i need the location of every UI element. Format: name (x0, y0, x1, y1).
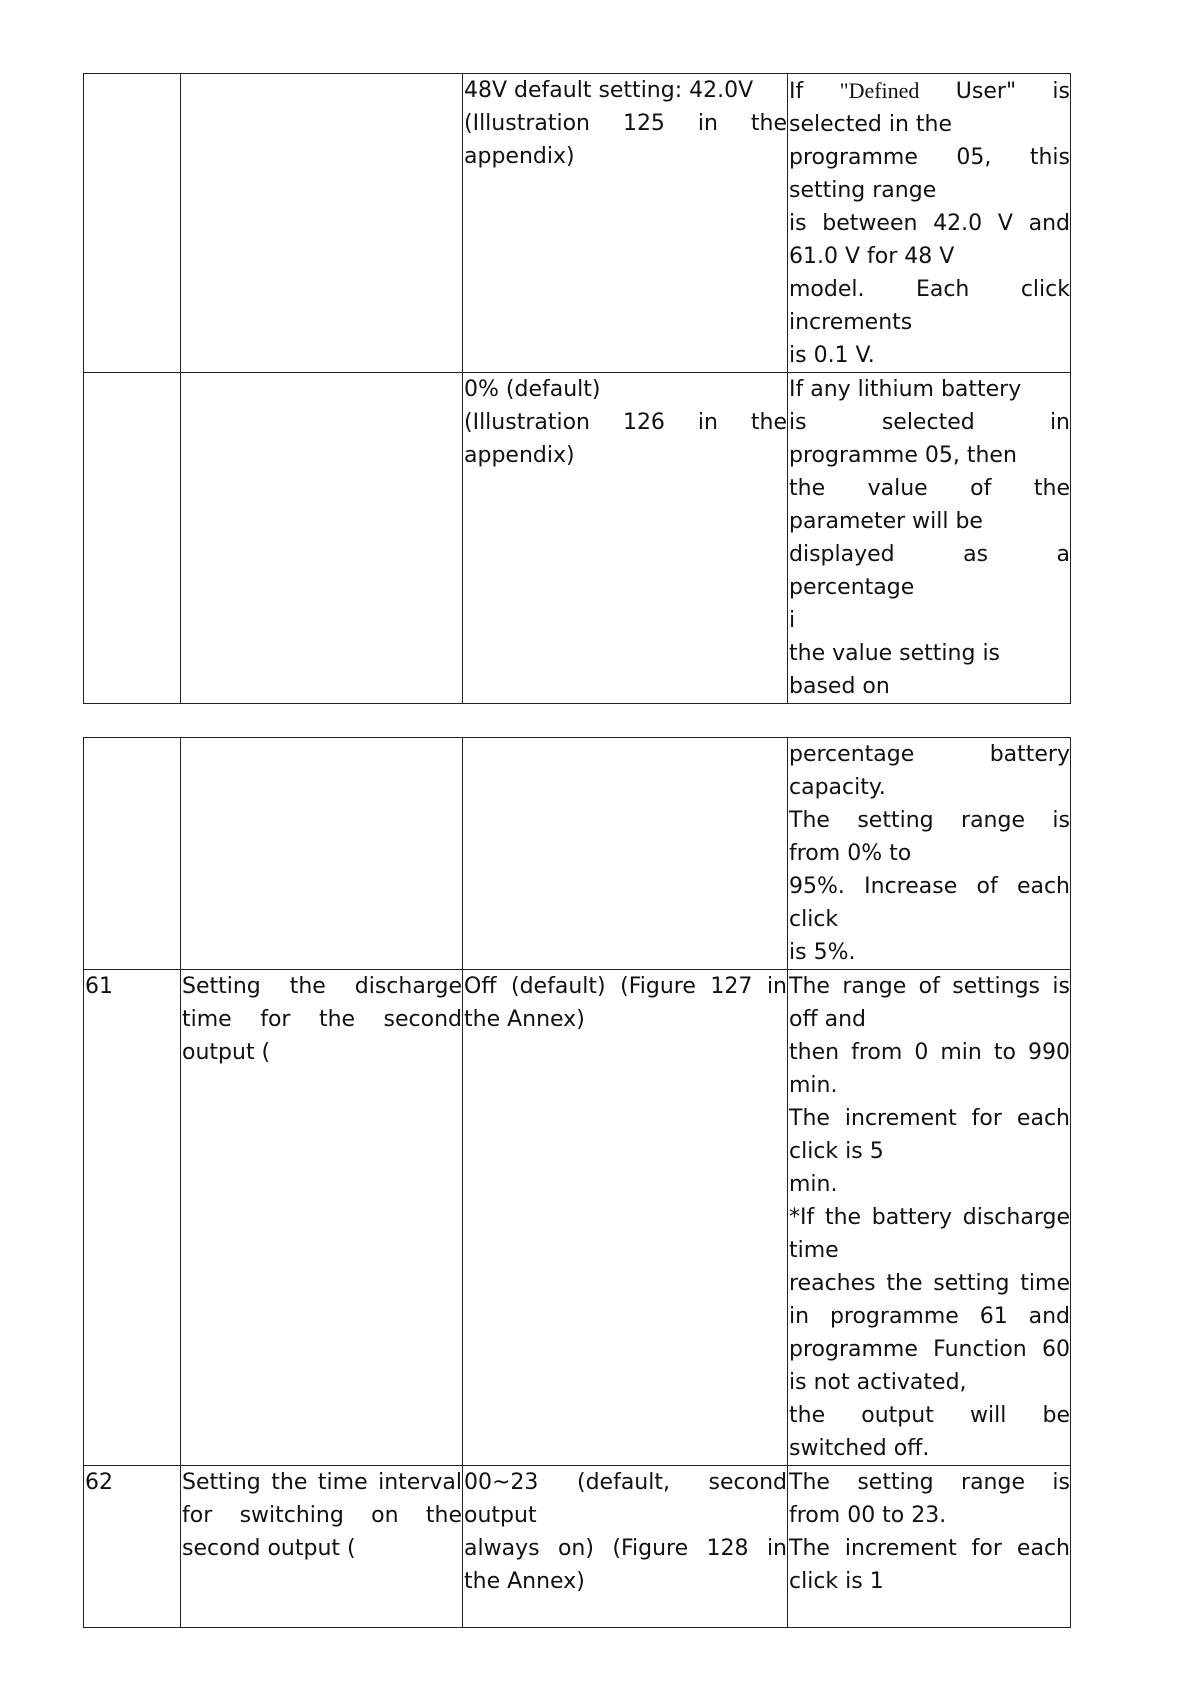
cell-line: If any lithium battery (789, 377, 1022, 402)
cell-line: programme 05, then (789, 443, 1017, 468)
cell-line: time (789, 1238, 839, 1263)
cell-line: 00~23 (default, second (464, 1470, 787, 1495)
cell-line: The setting range is (789, 808, 1070, 833)
cell-line: model. Each click (789, 277, 1070, 302)
description-cell (181, 1466, 463, 1628)
cell-line: click is 5 (789, 1139, 884, 1164)
cell-line: time for the second (182, 1007, 462, 1032)
cell-line: Off (default) (Figure 127 in (464, 974, 787, 999)
cell-line: *If the battery discharge (789, 1205, 1070, 1230)
program-number-cell (84, 373, 181, 704)
cell-line: second output ( (182, 1536, 356, 1561)
program-number-cell (84, 738, 181, 970)
cell-line (789, 74, 1070, 108)
cell-line: percentage battery (789, 742, 1070, 767)
cell-line: click is 1 (789, 1569, 884, 1594)
settings-table-bottom (83, 737, 1071, 1628)
cell-line: percentage (789, 575, 915, 600)
cell-line: min. (789, 1172, 838, 1197)
table-row (84, 1466, 1071, 1628)
program-number-cell: 61 (84, 970, 181, 1466)
note-cell (788, 970, 1071, 1466)
cell-line: based on (789, 674, 890, 699)
setting-option-cell (463, 373, 788, 704)
cell-word: "Defined (839, 78, 920, 103)
cell-word: If (789, 79, 804, 104)
cell-word: is (1052, 79, 1070, 104)
cell-line: in programme 61 and (789, 1304, 1070, 1329)
cell-line: 61.0 V for 48 V (789, 244, 955, 269)
table-row (84, 738, 1071, 970)
cell-line: is not activated, (789, 1370, 967, 1395)
cell-line: is 5%. (789, 940, 856, 965)
cell-line: (Illustration 126 in the (464, 410, 787, 435)
note-cell (788, 74, 1071, 373)
note-cell (788, 373, 1071, 704)
cell-line: the value setting is (789, 641, 1001, 666)
cell-line: increments (789, 310, 913, 335)
cell-line: min. (789, 1073, 838, 1098)
cell-line: programme Function 60 (789, 1337, 1070, 1362)
cell-line: is selected in (789, 410, 1070, 435)
description-cell (181, 970, 463, 1466)
cell-line: the output will be (789, 1403, 1070, 1428)
cell-line: The increment for each (789, 1106, 1070, 1131)
cell-line: programme 05, this (789, 145, 1070, 170)
table-row (84, 970, 1071, 1466)
cell-line: capacity. (789, 775, 886, 800)
cell-line: Setting the discharge (182, 974, 462, 999)
cell-line: always on) (Figure 128 in (464, 1536, 787, 1561)
setting-option-cell (463, 970, 788, 1466)
table-row (84, 373, 1071, 704)
cell-line: from 0% to (789, 841, 912, 866)
cell-line: appendix) (464, 144, 575, 169)
cell-line: setting range (789, 178, 937, 203)
cell-line: click (789, 907, 839, 932)
cell-line: appendix) (464, 443, 575, 468)
program-number-cell: 62 (84, 1466, 181, 1628)
cell-line: selected in the (789, 112, 953, 137)
cell-line: The range of settings is (789, 974, 1070, 999)
note-cell (788, 1466, 1071, 1628)
description-cell (181, 373, 463, 704)
note-cell (788, 738, 1071, 970)
setting-option-cell (463, 1466, 788, 1628)
cell-line: The setting range is (789, 1470, 1070, 1495)
cell-line: reaches the setting time (789, 1271, 1070, 1296)
cell-line: displayed as a (789, 542, 1070, 567)
cell-line: then from 0 min to 990 (789, 1040, 1070, 1065)
setting-option-cell (463, 74, 788, 373)
cell-line: parameter will be (789, 509, 983, 534)
cell-line: output ( (182, 1040, 271, 1065)
settings-table-top (83, 73, 1071, 704)
cell-line: off and (789, 1007, 866, 1032)
cell-line: is between 42.0 V and (789, 211, 1070, 236)
cell-line: the Annex) (464, 1007, 585, 1032)
cell-line: 48V default setting: 42.0V (464, 78, 754, 103)
cell-line: the value of the (789, 476, 1070, 501)
cell-word: User" (955, 79, 1017, 104)
cell-line: for switching on the (182, 1503, 462, 1528)
cell-line: The increment for each (789, 1536, 1070, 1561)
cell-line: output (464, 1503, 537, 1528)
cell-line: is 0.1 V. (789, 343, 875, 368)
program-number-cell (84, 74, 181, 373)
description-cell (181, 74, 463, 373)
cell-line: from 00 to 23. (789, 1503, 947, 1528)
cell-line: i (789, 608, 796, 633)
cell-line: the Annex) (464, 1569, 585, 1594)
cell-line: 0% (default) (464, 377, 601, 402)
description-cell (181, 738, 463, 970)
table-row (84, 74, 1071, 373)
cell-line: (Illustration 125 in the (464, 111, 787, 136)
cell-line: switched off. (789, 1436, 930, 1461)
cell-line: Setting the time interval (182, 1470, 462, 1495)
cell-line: 95%. Increase of each (789, 874, 1070, 899)
setting-option-cell (463, 738, 788, 970)
